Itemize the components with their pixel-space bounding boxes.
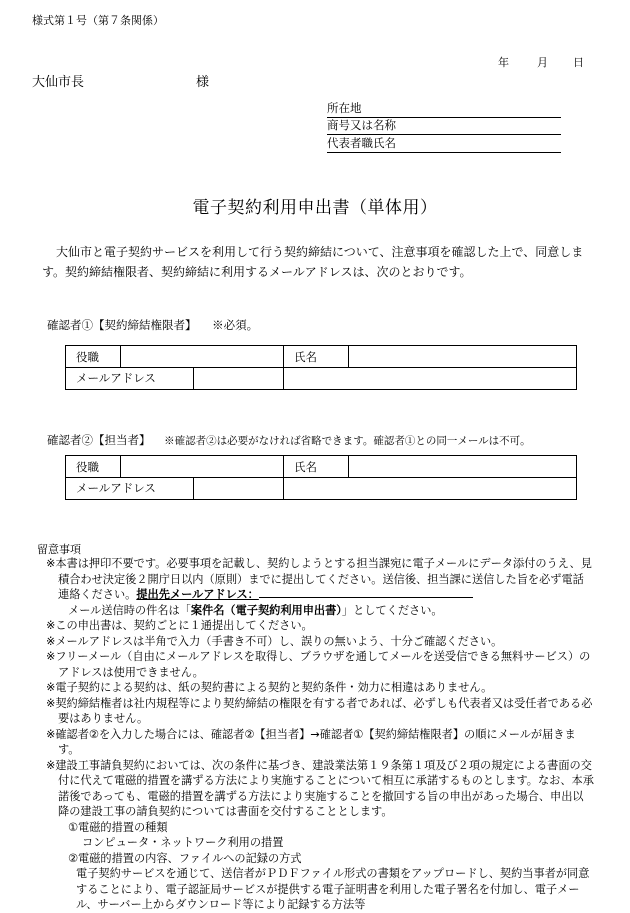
subject-suffix: 」としてください。 [341,603,443,617]
confirmer1-position-label: 役職 [66,346,121,368]
address-field[interactable] [327,101,561,118]
note-8: ※建設工事請負契約においては、次の条件に基づき、建設業法第１９条第１項及び２項の規定による書面の交付に代えて電磁的措置を講ずる方法により実施することについて相互に承諾するものとします。なお、本承諾後であっても、電磁的措置を講ずる方法により実施することを撤回する旨の申出があった場合、申出以降の建設工事の請負契約については書面を交付することとします。 [46,758,594,818]
date-day-label: 日 [573,56,584,69]
addressee: 大仙市長 [32,75,85,90]
confirmer2-position-label: 役職 [66,456,121,478]
confirmer2-position-input[interactable] [121,456,284,478]
notes-list [46,556,594,913]
confirmer1-label: 確認者①【契約締結権限者】 [47,318,197,332]
confirmer1-name-input[interactable] [349,346,577,368]
document-title: 電子契約利用申出書（単体用） [192,198,438,218]
note-3: ※メールアドレスは半角で入力（手書き不可）し、誤りの無いよう、十分ご確認ください。 [46,634,503,648]
date-year-label: 年 [498,56,509,69]
subject-prefix: メール送信時の件名は「 [68,603,191,617]
confirmer1-heading [47,317,258,333]
note-8-sub2-body: 電子契約サービスを通じて、送信者がＰＤＦファイル形式の書類をアップロードし、契約当事者が同意することにより、電子認証局サービスが提供する電子証明書を利用した電子署名を付加し、電子メール、サーバー上からダウンロード等により記録する方法等 [76,867,590,911]
confirmer2-email-input[interactable] [284,478,577,500]
confirmer1-table [65,345,577,390]
representative-label: 代表者職氏名 [327,136,396,150]
note-7: ※確認者②を入力した場合には、確認者②【担当者】→確認者①【契約締結権限者】の順にメールが届きます。 [46,727,576,756]
intro-paragraph: 大仙市と電子契約サービスを利用して行う契約締結について、注意事項を確認した上で、同意します。契約締結権限者、契約締結に利用するメールアドレスは、次のとおりです。 [42,245,584,279]
note-1-subject [46,603,594,619]
confirmer2-email-label: メールアドレス [66,478,194,499]
confirmer2-email-input-left[interactable] [194,478,283,499]
notes-title: 留意事項 [37,543,81,556]
confirmer1-position-input[interactable] [121,346,284,368]
address-label: 所在地 [327,101,362,115]
note-1-text: ※本書は押印不要です。必要事項を記載し、契約しようとする担当課宛に電子メールにデータ添付のうえ、見積合わせ決定後２開庁日以内（原則）までに提出してください。送信後、担当課に送信した旨を必ず電話連絡ください。 [46,557,592,601]
company-name-field[interactable] [327,118,561,135]
note-5: ※電子契約による契約は、紙の契約書による契約と契約条件・効力に相違はありません。 [46,681,493,694]
confirmer2-name-input[interactable] [349,456,577,478]
confirmer1-note: ※必須。 [212,318,259,332]
date-month-label: 月 [537,56,548,69]
note-8-sub2-title: ②電磁的措置の内容、ファイルへの記録の方式 [68,851,302,865]
confirmer1-email-label: メールアドレス [66,368,194,389]
note-8-sub1-body: コンピュータ・ネットワーク利用の措置 [82,836,284,849]
form-number: 様式第１号（第７条関係） [32,14,164,27]
submit-email-blank [259,587,473,598]
confirmer2-table [65,455,577,500]
honorific: 様 [196,75,210,90]
confirmer2-email-row [66,478,284,500]
confirmer1-name-label: 氏名 [284,346,349,368]
subject-bold: 案件名（電子契約利用申出書） [190,603,342,617]
confirmer2-name-label: 氏名 [284,456,349,478]
representative-field[interactable] [327,136,561,153]
note-1 [46,556,594,603]
confirmer1-email-input[interactable] [284,368,577,390]
confirmer2-label: 確認者②【担当者】 [47,433,151,447]
note-2: ※この申出書は、契約ごとに１通提出してください。 [46,619,313,632]
submit-email-label: 提出先メールアドレス： [136,588,259,601]
note-6: ※契約締結権者は社内規程等により契約締結の権限を有する者であれば、必ずしも代表者又は受任者である必要はありません。 [46,696,593,725]
confirmer2-note: ※確認者②は必要がなければ省略できます。確認者①との同一メールは不可。 [164,435,531,447]
confirmer2-heading [47,432,531,448]
confirmer1-email-input-left[interactable] [194,368,283,389]
note-4: ※フリーメール（自由にメールアドレスを取得し、ブラウザを通してメールを送受信できる無料サービス）のアドレスは使用できません。 [46,650,591,679]
company-name-label: 商号又は名称 [327,118,396,132]
note-8-sub1-title: ①電磁的措置の種類 [68,820,168,834]
confirmer1-email-row [66,368,284,390]
